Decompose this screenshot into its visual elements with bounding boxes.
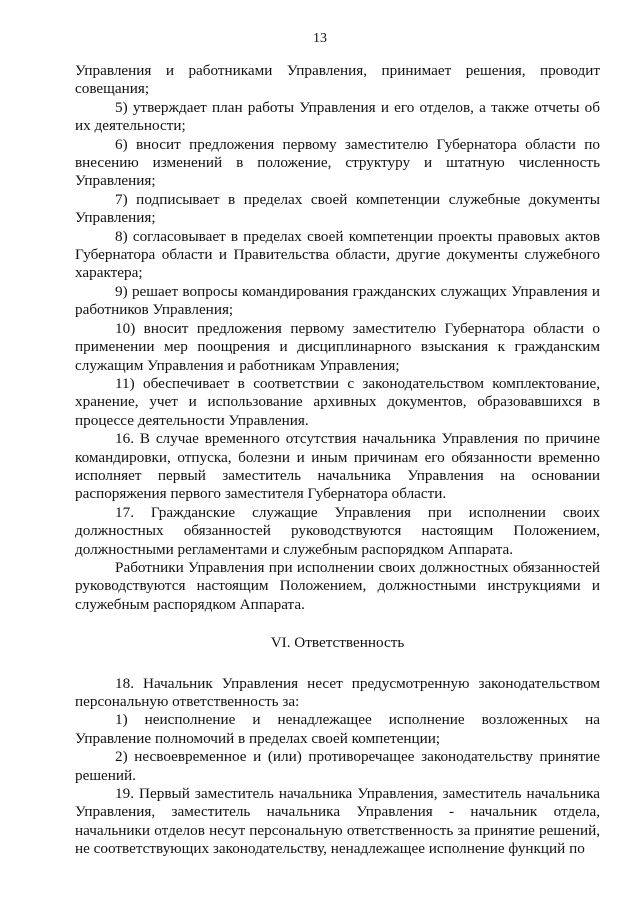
paragraphs-after-heading [75, 675, 600, 859]
paragraph: 5) утверждает план работы Управления и его отделов, а также отчеты об их деятельности; [75, 98, 600, 135]
page-number: 13 [313, 31, 327, 46]
paragraph: 10) вносит предложения первому заместителю Губернатора области о применении мер поощрения и дисциплинарного взыскания к гражданским служащим Управления и работникам Управления; [75, 319, 600, 374]
document-body [75, 62, 600, 859]
paragraph: 18. Начальник Управления несет предусмотренную законодательством персональную ответственность за: [75, 674, 600, 710]
paragraphs-before-heading [75, 62, 600, 614]
section-heading: VI. Ответственность [270, 634, 405, 652]
paragraph: 16. В случае временного отсутствия начальника Управления по причине командировки, отпуска, болезни и иным причинам его обязанности временно исполняет первый заместитель начальника Управления на основании распоряжения первого заместителя Губернатора области. [75, 430, 600, 503]
paragraph: Управления и работниками Управления, принимает решения, проводит совещания; [75, 62, 600, 98]
paragraph: 8) согласовывает в пределах своей компетенции проекты правовых актов Губернатора области и Правительства области, другие документы служебного характера; [75, 227, 600, 282]
paragraph: 6) вносит предложения первому заместителю Губернатора области по внесению изменений в положение, структуру и штатную численность Управления; [75, 135, 600, 190]
paragraph: 19. Первый заместитель начальника Управления, заместитель начальника Управления, заместитель начальника Управления - начальник отдела, начальники отделов несут персональную ответственность за принятие решений, не соответствующих законодательству, ненадлежащее исполнение функций по [75, 785, 600, 858]
paragraph: 17. Гражданские служащие Управления при исполнении своих должностных обязанностей руководствуются настоящим Положением, должностными регламентами и служебным распорядком Аппарата. [75, 503, 600, 558]
paragraph: Работники Управления при исполнении своих должностных обязанностей руководствуются настоящим Положением, должностными инструкциями и служебным распорядком Аппарата. [75, 558, 600, 613]
paragraph: 7) подписывает в пределах своей компетенции служебные документы Управления; [75, 190, 600, 227]
paragraph: 2) несвоевременное и (или) противоречащее законодательству принятие решений. [75, 748, 600, 784]
paragraph: 11) обеспечивает в соответствии с законодательством комплектование, хранение, учет и использование архивных документов, образовавшихся в процессе деятельности Управления. [75, 374, 600, 429]
paragraph: 9) решает вопросы командирования гражданских служащих Управления и работников Управления; [75, 282, 600, 319]
paragraph: 1) неисполнение и ненадлежащее исполнение возложенных на Управление полномочий в пределах своей компетенции; [75, 711, 600, 747]
